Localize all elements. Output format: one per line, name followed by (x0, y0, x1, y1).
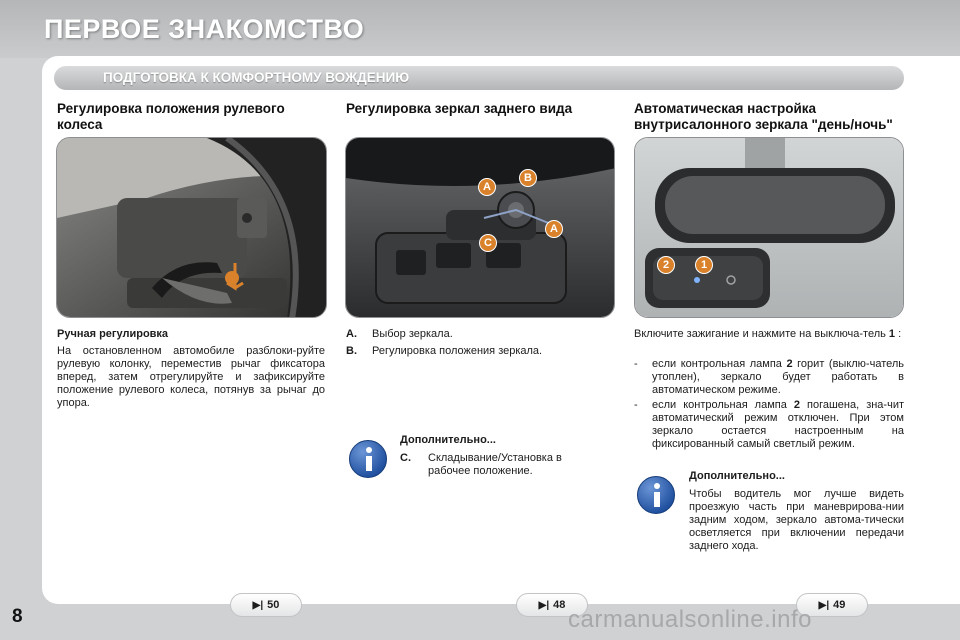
list-item (634, 399, 904, 451)
bullet-dash: - (634, 399, 638, 411)
ref-page: 49 (833, 599, 846, 611)
info-text: Складывание/Установка в рабочее положение. (428, 452, 562, 477)
col3-intro (634, 328, 904, 341)
mirror-control-illustration (346, 138, 615, 318)
col1-title-line1: Регулировка положения рулевого (57, 101, 285, 116)
info-icon (637, 476, 675, 514)
page-arrow-icon: ▶| (538, 599, 550, 611)
list-item-key: A. (346, 328, 357, 340)
list-item-text: Выбор зеркала. (372, 328, 453, 340)
page-title: ПЕРВОЕ ЗНАКОМСТВО (44, 14, 365, 44)
intro-text-end: : (895, 328, 902, 340)
col3-title-line2: внутрисалонного зеркала "день/ночь" (634, 117, 893, 132)
rearview-mirror-illustration (635, 138, 904, 318)
mirror-control-photo (345, 137, 615, 318)
bullet2-lamp-number: 2 (793, 399, 800, 411)
col2-title: Регулировка зеркал заднего вида (346, 101, 573, 116)
col2-info-row (400, 452, 600, 478)
watermark: carmanualsonline.info (568, 606, 812, 633)
steering-wheel-illustration (57, 138, 327, 318)
col1-title-line2: колеса (57, 117, 103, 132)
intro-text: Включите зажигание и нажмите на выключа-тель (634, 328, 889, 340)
col3-bullets (634, 358, 904, 451)
bullet-text (652, 358, 904, 397)
bullet2-text-b: погашена, зна-чит автоматический режим отключен. При этом зеркало остается настроенным на фиксированный самый светлый режим. (652, 399, 905, 450)
bullet-text (652, 399, 904, 451)
page-arrow-icon: ▶| (818, 599, 830, 611)
col3-title (634, 101, 924, 133)
steering-wheel-photo (56, 137, 327, 318)
info-key: C. (400, 452, 411, 464)
label-c: C (479, 234, 497, 252)
col1-body: На остановленном автомобиле разблоки-руйте рулевую колонку, переместив рычаг фиксатора вперед, затем отрегулируйте и зафиксируйте положение рулевого колеса, потянув за рычаг до упора. (57, 345, 325, 409)
bullet2-text-a: если контрольная лампа (652, 399, 794, 411)
label-b: B (519, 169, 537, 187)
list-item (346, 345, 616, 358)
list-item-text: Регулировка положения зеркала. (372, 345, 543, 357)
col1-title (57, 101, 337, 133)
col3-info-text: Чтобы водитель мог лучше видеть проезжую часть при маневрирова-нии задним ходом, зеркало автома-тически осветляется при включении передачи заднего хода. (689, 488, 904, 552)
section-subtitle: ПОДГОТОВКА К КОМФОРТНОМУ ВОЖДЕНИЮ (103, 70, 410, 85)
bullet1-lamp-number: 2 (786, 358, 793, 370)
label-1: 1 (695, 256, 713, 274)
ref-page: 50 (267, 599, 280, 611)
intro-switch-number: 1 (888, 328, 896, 340)
list-item (346, 328, 616, 341)
bullet1-text-a: если контрольная лампа (652, 358, 787, 370)
col3-title-line1: Автоматическая настройка (634, 101, 817, 116)
bullet-dash: - (634, 358, 638, 370)
info-icon (349, 440, 387, 478)
col2-info-title: Дополнительно... (400, 434, 496, 446)
list-item-key: B. (346, 345, 357, 357)
list-item (634, 358, 904, 397)
label-2: 2 (657, 256, 675, 274)
page-arrow-icon: ▶| (252, 599, 264, 611)
ref-link-50[interactable] (230, 593, 302, 617)
bullet1-text-b: горит (выклю-чатель утоплен), зеркало будет работать в автоматическом режиме. (652, 358, 905, 396)
rearview-mirror-photo (634, 137, 904, 318)
page-number: 8 (12, 606, 23, 627)
col2-list (346, 328, 616, 358)
ref-page: 48 (553, 599, 566, 611)
col1-subheading: Ручная регулировка (57, 328, 169, 340)
col3-info-title: Дополнительно... (689, 470, 785, 482)
label-a-right: A (545, 220, 563, 238)
label-a-left: A (478, 178, 496, 196)
